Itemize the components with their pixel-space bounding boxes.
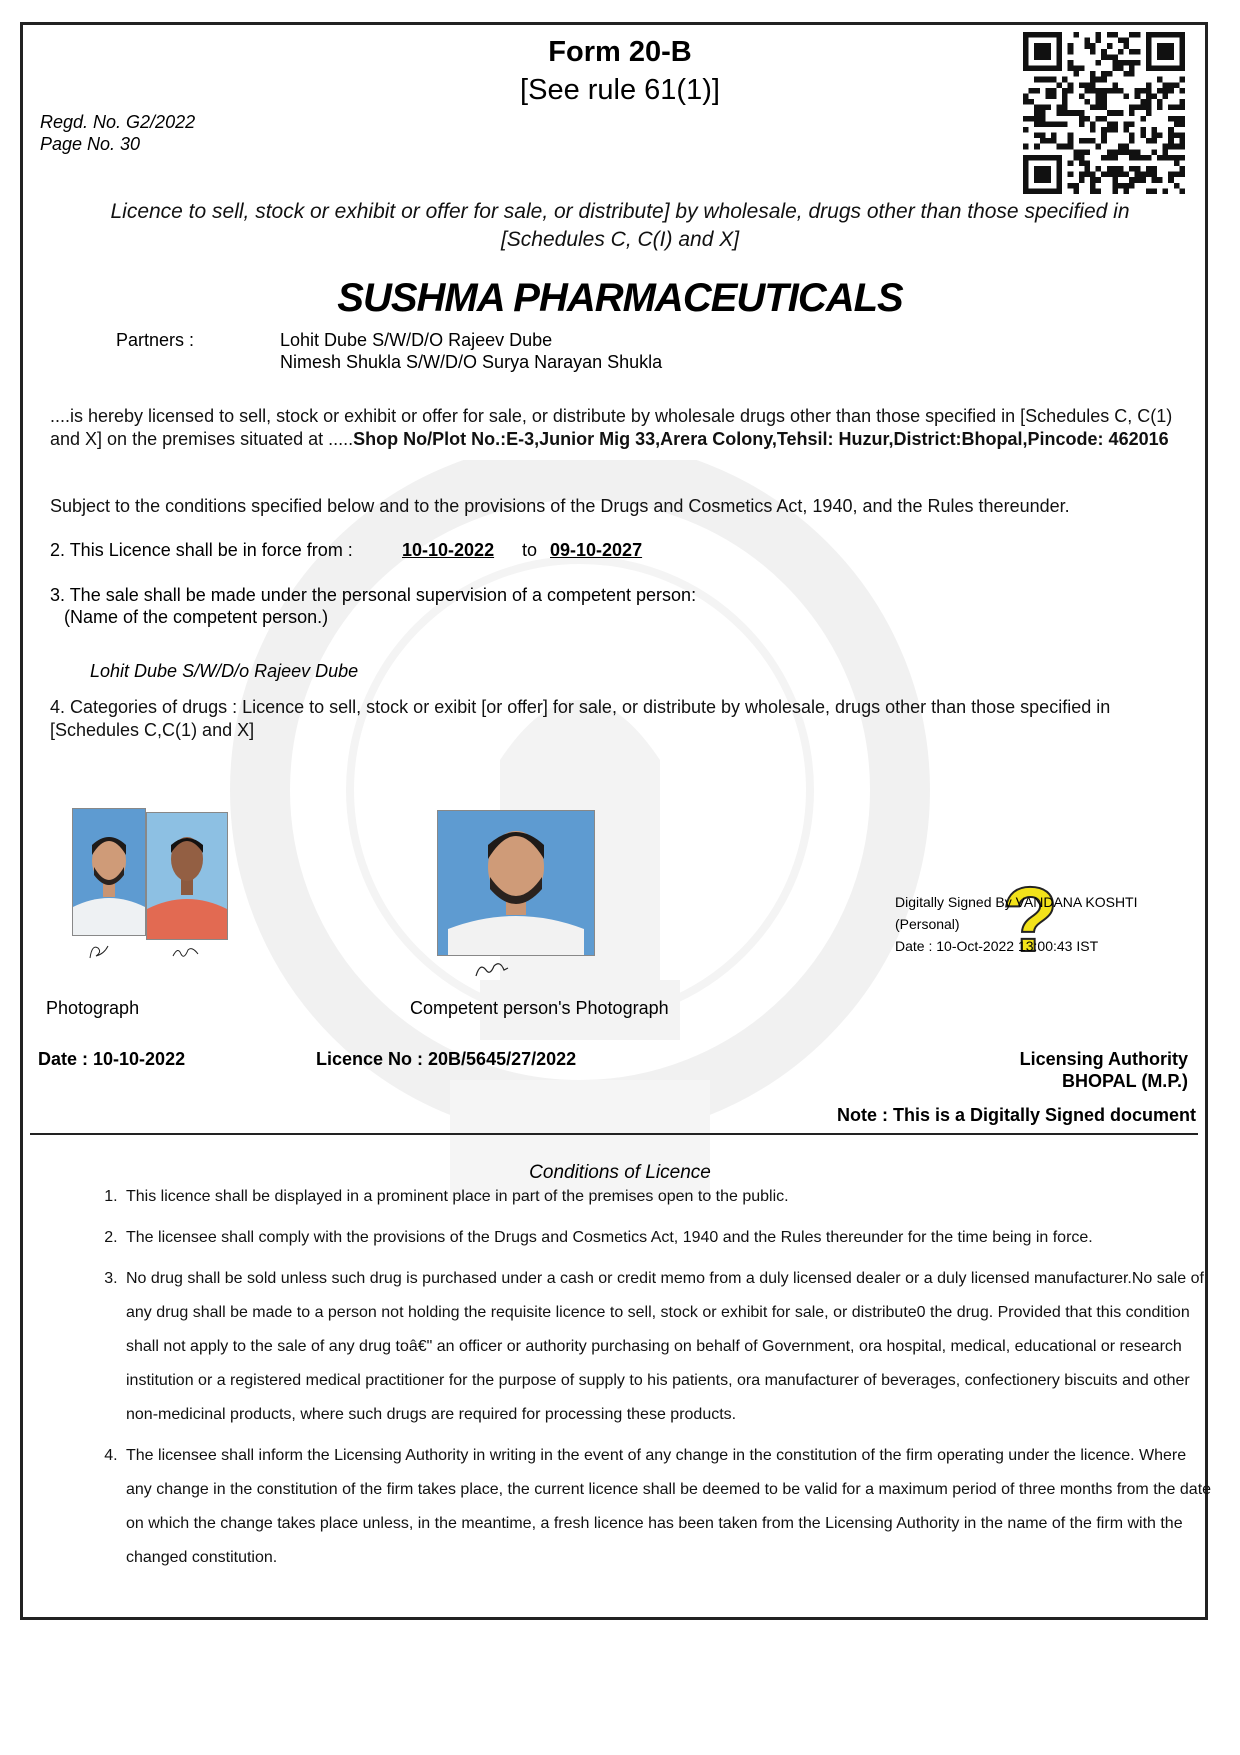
photograph-label: Photograph xyxy=(46,998,140,1018)
digital-signature-type: (Personal) xyxy=(895,916,960,932)
firm-name: SUSHMA PHARMACEUTICALS xyxy=(337,276,903,320)
supervision-note: (Name of the competent person.) xyxy=(64,607,329,627)
partner-portrait-1 xyxy=(73,809,145,935)
digital-signature-line: Digitally Signed By VANDANA KOSHTI xyxy=(895,894,1138,910)
partners-label: Partners : xyxy=(116,330,195,350)
authority-location: BHOPAL (M.P.) xyxy=(1061,1071,1188,1091)
digital-signature-date: Date : 10-Oct-2022 13:00:43 IST xyxy=(895,938,1099,954)
form-rule: [See rule 61(1)] xyxy=(520,74,720,106)
condition-item: 2. The licensee shall comply with the provisions of the Drugs and Cosmetics Act, 1940 and the Rules thereunder for the time being in force. xyxy=(122,1221,1212,1255)
partner-photo-2 xyxy=(146,812,228,940)
qr-code[interactable] xyxy=(1020,32,1188,194)
qr-finder-center xyxy=(1034,43,1051,60)
licence-body-text: ....is hereby licensed to sell, stock or exhibit or offer for sale, or distribute by wholesale drugs other than those specified in [Schedules C, C(1) and X] on the premises situated at ..... xyxy=(50,406,1173,449)
validity-label: 2. This Licence shall be in force from : xyxy=(50,540,353,560)
supervision-line: 3. The sale shall be made under the personal supervision of a competent person: xyxy=(50,585,697,605)
signature-validity-mark[interactable]: ? xyxy=(1002,869,1059,971)
conditions-title: Conditions of Licence xyxy=(529,1162,711,1183)
condition-item: 3. No drug shall be sold unless such drug is purchased under a cash or credit memo from a duly licensed dealer or a duly licensed manufacturer.No sale of any drug shall be made to a person not holding the requisite licence to sell, stock or exhibit for sale, or distribute0 the drug. Provided that this condition shall not apply to the sale of any drug toâ€" an officer or authority purchasing on behalf of Government, ora hospital, medical, educational or research institution or a registered medical practitioner for the purpose of supply to his patients, ora manufacturer of beverages, confectionery biscuits and other non-medicinal products, where such drugs are required for processing these products. xyxy=(122,1262,1212,1432)
partner-name: Lohit Dube S/W/D/O Rajeev Dube xyxy=(280,330,553,350)
subject-text: Subject to the conditions specified below and to the provisions of the Drugs and Cosmetics Act, 1940, and the Rules thereunder. xyxy=(50,496,1070,516)
conditions-list xyxy=(92,1180,1212,1582)
validity-to-word: to xyxy=(522,540,538,560)
drug-categories: 4. Categories of drugs : Licence to sell, stock or exibit [or offer] for sale, or distribute by wholesale, drugs other than those specified in [Schedules C,C(1) and X] xyxy=(50,697,1111,740)
competent-person-photo xyxy=(437,810,595,956)
competent-person-signature xyxy=(472,956,512,982)
partner-portrait-2 xyxy=(147,813,227,939)
qr-finder-center xyxy=(1034,166,1051,183)
form-title: Form 20-B xyxy=(548,36,692,68)
competent-photo-label: Competent person's Photograph xyxy=(410,998,669,1018)
competent-person-name: Lohit Dube S/W/D/o Rajeev Dube xyxy=(90,661,359,681)
partner-signature-2 xyxy=(170,942,202,962)
competent-person-portrait xyxy=(438,811,594,955)
page-number: Page No. 30 xyxy=(40,134,141,154)
section-divider xyxy=(30,1133,1198,1135)
licence-intro: Licence to sell, stock or exhibit or offer for sale, or distribute] by wholesale, drugs other than those specified in [Schedules C, C(I) and X] xyxy=(110,200,1130,251)
condition-item: 4. The licensee shall inform the Licensing Authority in writing in the event of any change in the constitution of the firm operating under the licence. Where any change in the constitution of the firm takes place, the current licence shall be deemed to be valid for a maximum period of three months from the date on which the change takes place unless, in the meantime, a fresh licence has been taken from the Licensing Authority in the name of the firm with the changed constitution. xyxy=(122,1439,1212,1575)
licence-number: Licence No : 20B/5645/27/2022 xyxy=(316,1049,577,1069)
licensing-authority: Licensing Authority xyxy=(1019,1049,1188,1069)
valid-to-date: 09-10-2027 xyxy=(550,540,643,560)
condition-item: 1. This licence shall be displayed in a prominent place in part of the premises open to the public. xyxy=(122,1180,1212,1214)
issue-date: Date : 10-10-2022 xyxy=(38,1049,186,1069)
valid-from-date: 10-10-2022 xyxy=(402,540,495,560)
licence-body xyxy=(50,405,1180,451)
premises-address: Shop No/Plot No.:E-3,Junior Mig 33,Arera Colony,Tehsil: Huzur,District:Bhopal,Pincode: 462016 xyxy=(353,429,1169,449)
qr-finder-center xyxy=(1157,43,1174,60)
partner-signature-1 xyxy=(86,940,112,962)
partner-name: Nimesh Shukla S/W/D/O Surya Narayan Shukla xyxy=(280,352,663,372)
digital-note: Note : This is a Digitally Signed document xyxy=(836,1105,1196,1125)
partner-photo-1 xyxy=(72,808,146,936)
regd-number: Regd. No. G2/2022 xyxy=(40,112,196,132)
